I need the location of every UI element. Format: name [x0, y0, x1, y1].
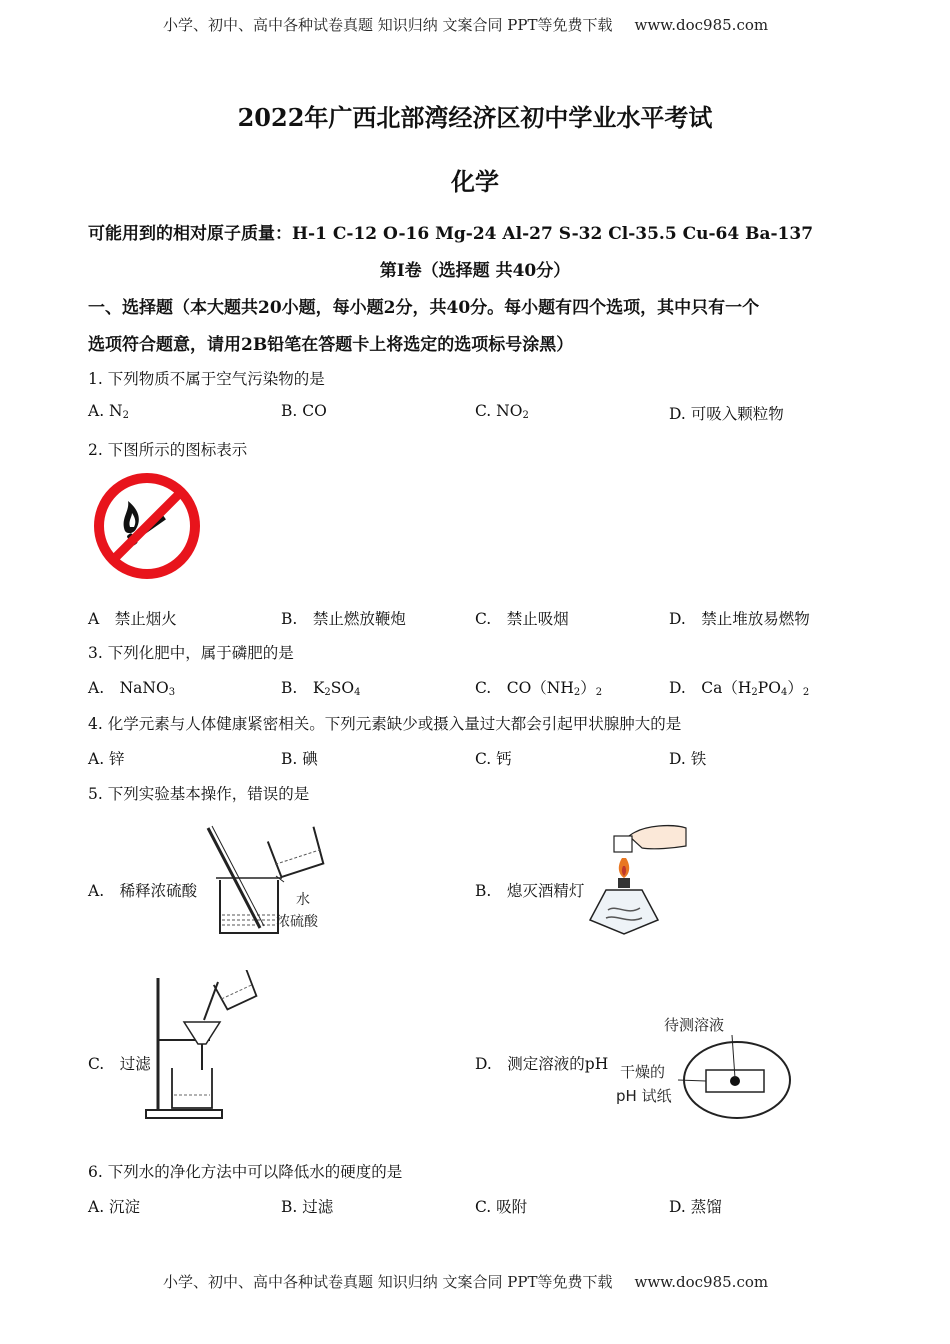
solution-label: 待测溶液: [664, 1016, 725, 1034]
footer-banner-site: www.doc985.com: [634, 1273, 769, 1291]
exam-title: 2022年广西北部湾经济区初中学业水平考试: [237, 103, 713, 132]
question-6-stem: 6. 下列水的净化方法中可以降低水的硬度的是: [88, 1163, 403, 1181]
q3-option-d-mid: PO: [757, 679, 781, 697]
paper-label-line1: 干燥的: [620, 1063, 666, 1081]
q3-option-c-text: C. CO（NH: [475, 679, 574, 697]
header-banner-site: www.doc985.com: [634, 16, 769, 34]
footer-banner-text: 小学、初中、高中各种试卷真题 知识归纳 文案合同 PPT等免费下载: [163, 1273, 613, 1291]
no-fire-sign-icon: [92, 471, 202, 581]
q2-option-c[interactable]: C. 禁止吸烟: [475, 610, 569, 628]
q4-option-b[interactable]: B. 碘: [281, 750, 318, 768]
q3-option-a-text: A. NaNO: [88, 679, 169, 697]
q1-option-b[interactable]: B. CO: [281, 402, 327, 420]
q1-option-c-sub: 2: [522, 410, 529, 421]
q5-option-a[interactable]: A. 稀释浓硫酸: [88, 882, 198, 900]
q1-option-c[interactable]: [475, 402, 529, 421]
atomic-masses: 可能用到的相对原子质量：H-1 C-12 O-16 Mg-24 Al-27 S-32 Cl-35.5 Cu-64 Ba-137: [88, 224, 814, 244]
q5-option-c[interactable]: C. 过滤: [88, 1055, 151, 1073]
paper-label-line2: pH 试纸: [616, 1087, 672, 1105]
filtration-figure: [140, 970, 260, 1125]
q6-option-c[interactable]: C. 吸附: [475, 1198, 528, 1216]
q2-option-a[interactable]: A 禁止烟火: [88, 610, 177, 628]
header-banner-text: 小学、初中、高中各种试卷真题 知识归纳 文案合同 PPT等免费下载: [163, 16, 613, 34]
q6-option-a[interactable]: A. 沉淀: [88, 1198, 141, 1216]
q3-option-c-sub2: 2: [595, 687, 603, 698]
q3-option-d-mid2: ）: [787, 679, 803, 697]
q1-option-a-text: A. N: [88, 402, 123, 420]
q3-option-b-sub2: 4: [354, 687, 361, 698]
part-title: 第Ⅰ卷（选择题 共40分）: [379, 261, 571, 281]
q1-option-a-sub: 2: [122, 410, 129, 421]
q5-option-b[interactable]: B. 熄灭酒精灯: [475, 882, 585, 900]
q3-option-d-sub2: 4: [780, 687, 788, 698]
question-4-stem: 4. 化学元素与人体健康紧密相关。下列元素缺少或摄入量过大都会引起甲状腺肿大的是: [88, 715, 682, 733]
q1-option-c-text: C. NO: [475, 402, 523, 420]
subject-title: 化学: [451, 167, 499, 196]
q3-option-d-sub3: 2: [802, 687, 810, 698]
q4-option-a[interactable]: A. 锌: [88, 750, 125, 768]
water-label: 水: [296, 892, 310, 908]
acid-label: 浓硫酸: [276, 914, 318, 930]
section-intro-line2: 选项符合题意，请用2B铅笔在答题卡上将选定的选项标号涂黑）: [88, 335, 574, 355]
q3-option-b-mid: SO: [330, 679, 355, 697]
q3-option-d[interactable]: [669, 676, 809, 698]
q3-option-b[interactable]: [281, 676, 360, 698]
q6-option-b[interactable]: B. 过滤: [281, 1198, 334, 1216]
question-2-stem: 2. 下图所示的图标表示: [88, 441, 248, 459]
q4-option-d[interactable]: D. 铁: [669, 750, 707, 768]
q3-option-b-text: B. K: [281, 679, 325, 697]
section-intro-line1: 一、选择题（本大题共20小题，每小题2分，共40分。每小题有四个选项，其中只有一个: [88, 298, 760, 318]
q2-option-d[interactable]: D. 禁止堆放易燃物: [669, 610, 810, 628]
question-3-stem: 3. 下列化肥中，属于磷肥的是: [88, 644, 294, 662]
q3-option-c[interactable]: [475, 676, 602, 698]
dilute-acid-figure: [200, 820, 335, 940]
q2-option-b[interactable]: B. 禁止燃放鞭炮: [281, 610, 406, 628]
q6-option-d[interactable]: D. 蒸馏: [669, 1198, 722, 1216]
q4-option-c[interactable]: C. 钙: [475, 750, 512, 768]
q5-option-d[interactable]: D. 测定溶液的pH: [475, 1055, 609, 1073]
q3-option-a-sub: 3: [168, 687, 176, 698]
ph-test-figure: [612, 1010, 797, 1130]
question-5-stem: 5. 下列实验基本操作，错误的是: [88, 785, 310, 803]
question-1-stem: 1. 下列物质不属于空气污染物的是: [88, 370, 325, 388]
q1-option-d[interactable]: D. 可吸入颗粒物: [669, 405, 784, 423]
header-banner: [163, 14, 768, 35]
q3-option-b-sub1: 2: [324, 687, 331, 698]
q3-option-c-mid: ）: [580, 679, 596, 697]
q3-option-a[interactable]: [88, 676, 175, 698]
q1-option-a[interactable]: [88, 402, 129, 421]
alcohol-lamp-figure: [584, 818, 689, 943]
q3-option-c-sub1: 2: [573, 687, 581, 698]
q3-option-d-sub1: 2: [751, 687, 758, 698]
footer-banner: [163, 1271, 768, 1292]
q3-option-d-text: D. Ca（H: [669, 679, 752, 697]
